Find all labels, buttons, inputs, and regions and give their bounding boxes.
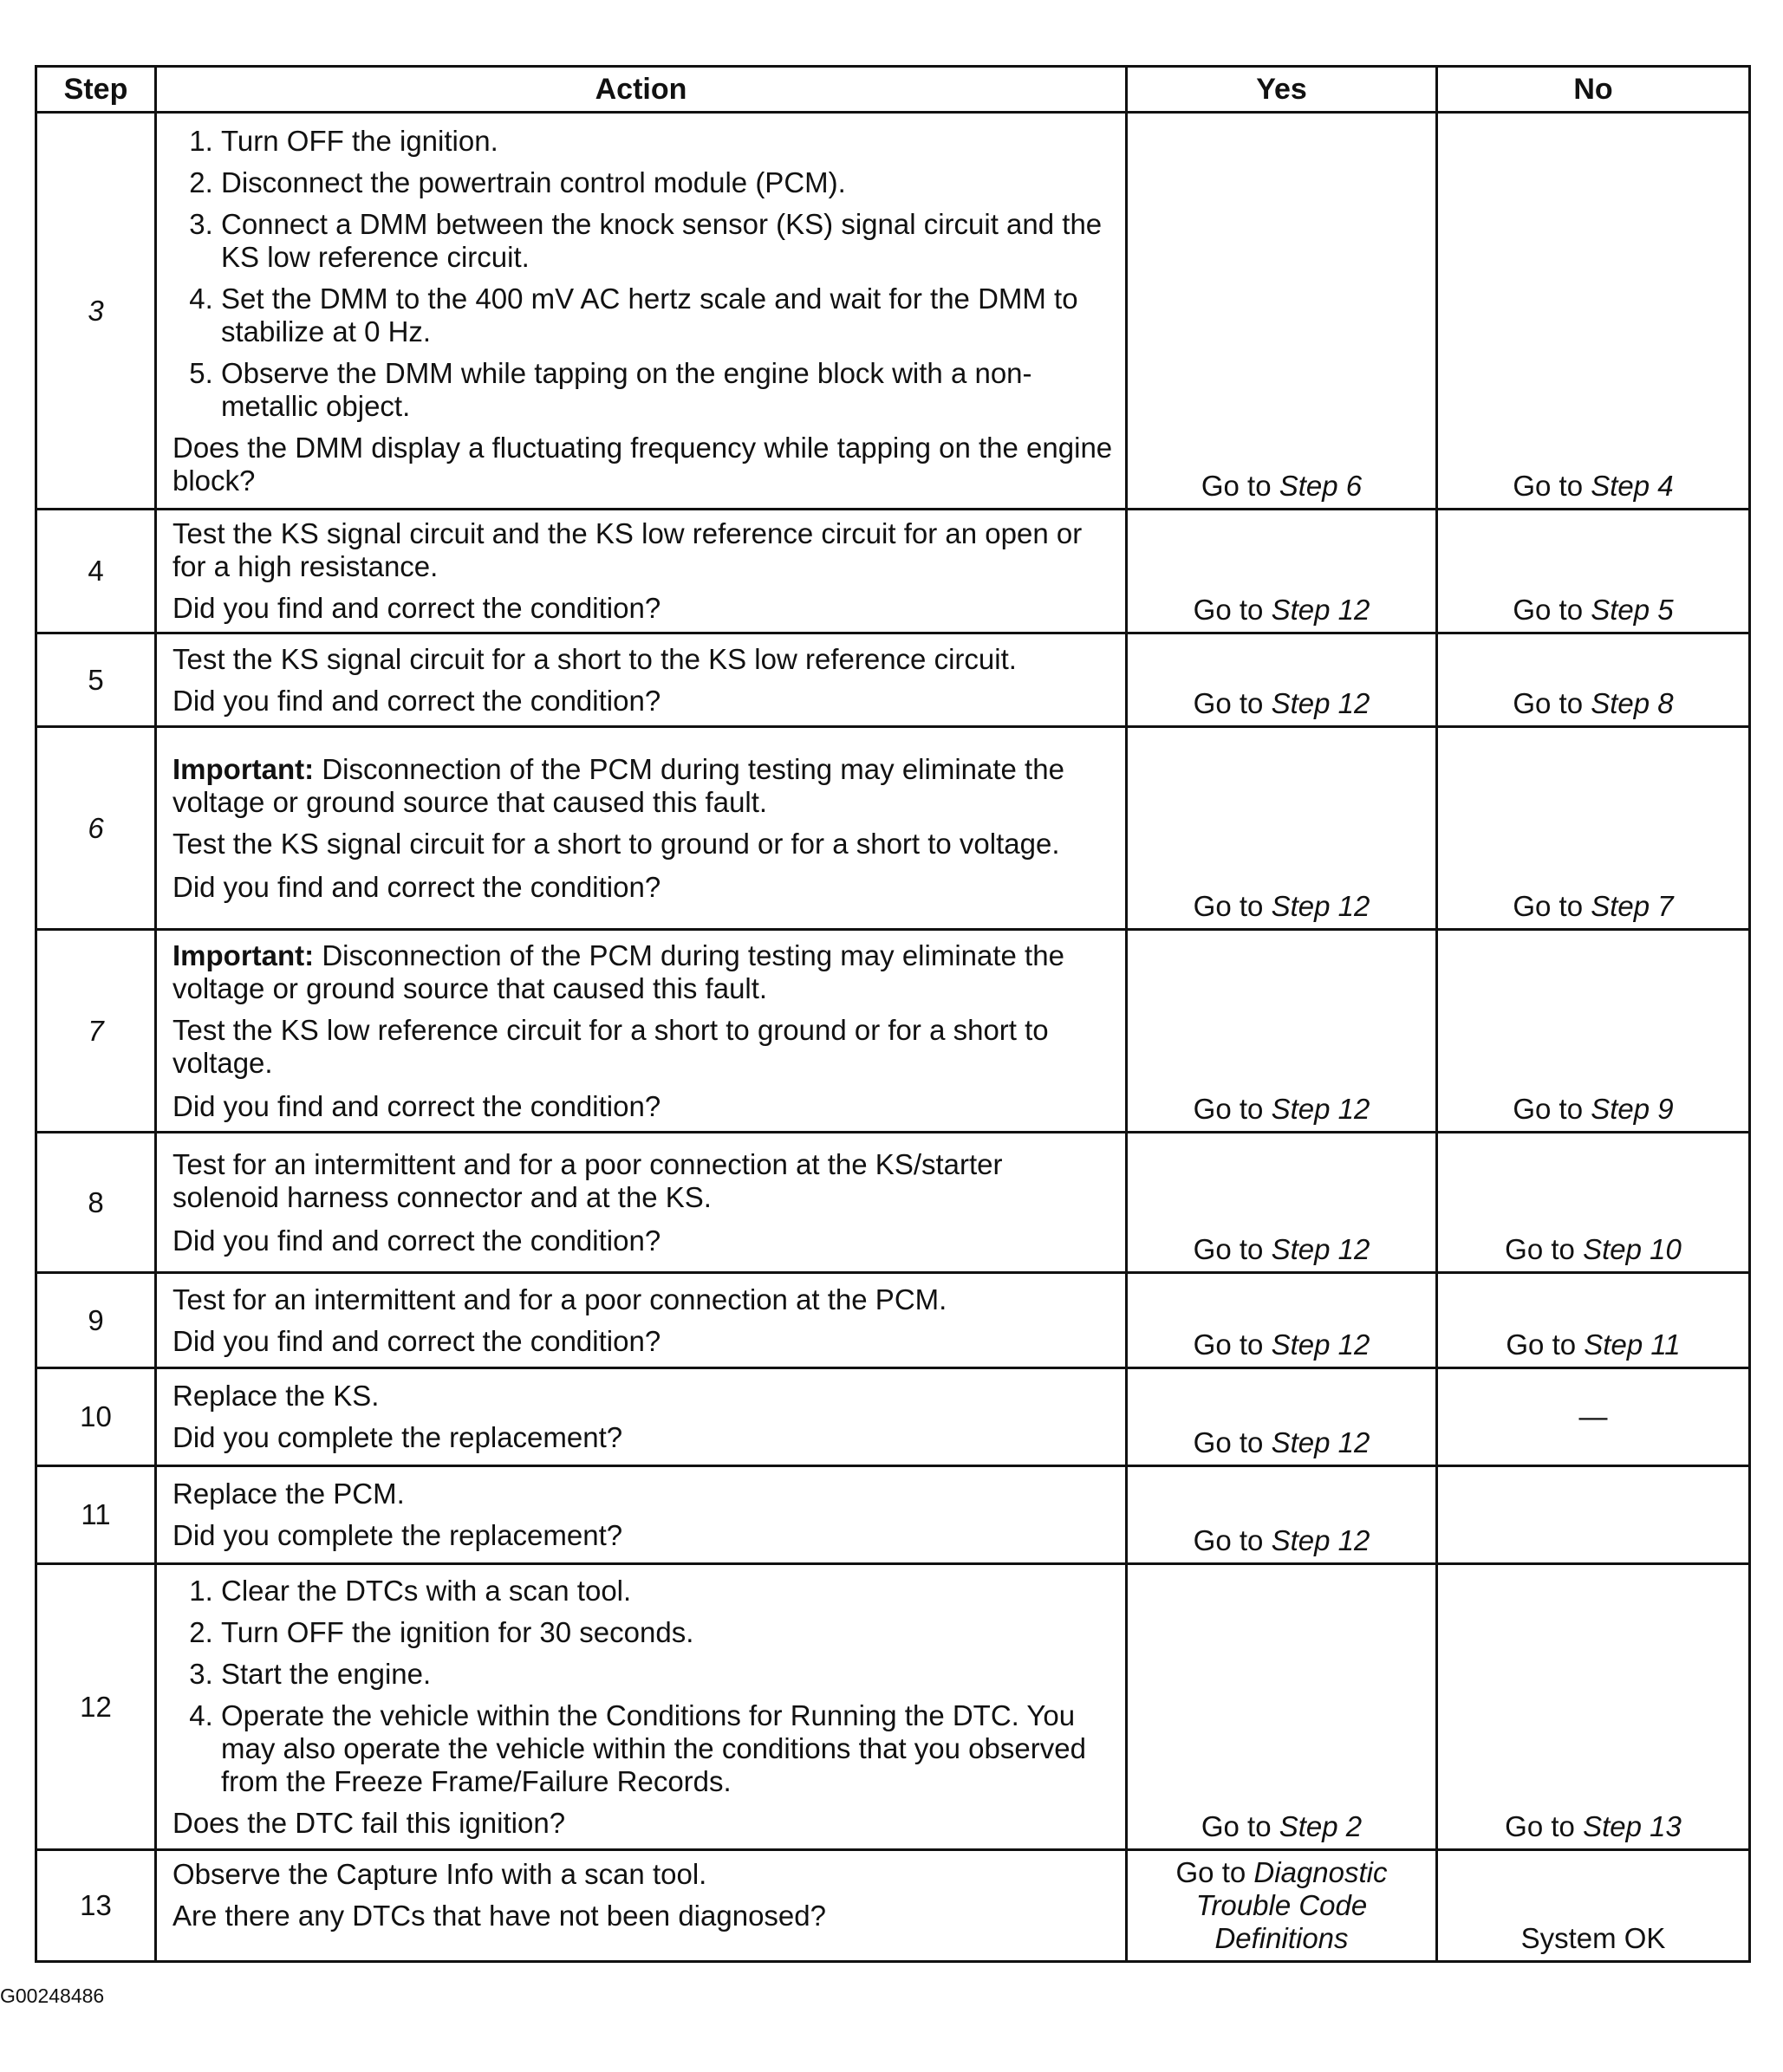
- action-text: Test the KS signal circuit for a short to ground or for a short to voltage.: [172, 827, 1060, 860]
- action-text: Test the KS signal circuit and the KS low reference circuit for an open or for a high resistance.: [172, 517, 1083, 582]
- step-number: 6: [36, 727, 156, 930]
- table-row: [36, 510, 1750, 633]
- step-number: 8: [36, 1133, 156, 1273]
- important-note: [172, 939, 1115, 1005]
- procedure-list: [172, 1575, 1115, 1798]
- action-cell: [156, 1564, 1127, 1850]
- yes-prefix: Go to: [1201, 470, 1272, 502]
- no-prefix: Go to: [1513, 687, 1584, 719]
- no-cell: System OK: [1437, 1850, 1750, 1962]
- action-cell: [156, 1850, 1127, 1962]
- header-action: Action: [156, 67, 1127, 113]
- list-item: 4. Operate the vehicle within the Conditions for Running the DTC. You may also operate the vehicle within the conditions that you observed from the Freeze Frame/Failure Records.: [221, 1699, 1115, 1798]
- no-cell: [1437, 930, 1750, 1133]
- table-row: [36, 1273, 1750, 1368]
- table-row: [36, 1133, 1750, 1273]
- list-item: 4. Set the DMM to the 400 mV AC hertz scale and wait for the DMM to stabilize at 0 Hz.: [221, 283, 1115, 348]
- yes-target: Step 12: [1271, 1093, 1370, 1125]
- action-text: Replace the KS.: [172, 1380, 380, 1412]
- yes-cell: [1127, 727, 1437, 930]
- important-label: Important:: [172, 939, 315, 971]
- yes-prefix: Go to: [1193, 890, 1264, 922]
- yes-target: Step 12: [1271, 890, 1370, 922]
- yes-cell: [1127, 1368, 1437, 1466]
- question-text: Did you complete the replacement?: [172, 1421, 623, 1453]
- header-yes: Yes: [1127, 67, 1437, 113]
- yes-target: Step 12: [1271, 1524, 1370, 1556]
- no-target: Step 7: [1591, 890, 1674, 922]
- no-cell: [1437, 633, 1750, 727]
- yes-target: Step 12: [1271, 1233, 1370, 1265]
- question-text: Did you find and correct the condition?: [172, 592, 661, 624]
- no-target: Step 13: [1583, 1810, 1682, 1842]
- action-text: Replace the PCM.: [172, 1478, 405, 1510]
- step-number: 5: [36, 633, 156, 727]
- action-cell: [156, 727, 1127, 930]
- step-number: 4: [36, 510, 156, 633]
- yes-cell: [1127, 1850, 1437, 1962]
- list-item: 3. Start the engine.: [221, 1658, 1115, 1691]
- yes-target: Step 2: [1279, 1810, 1363, 1842]
- question-text: Are there any DTCs that have not been diagnosed?: [172, 1900, 826, 1932]
- yes-target: Step 6: [1279, 470, 1363, 502]
- action-cell: [156, 1368, 1127, 1466]
- procedure-list: [172, 125, 1115, 423]
- action-cell: [156, 633, 1127, 727]
- yes-target: Step 12: [1271, 1328, 1370, 1361]
- yes-prefix: Go to: [1193, 1328, 1264, 1361]
- no-prefix: Go to: [1506, 1328, 1577, 1361]
- list-item: 1. Turn OFF the ignition.: [221, 125, 1115, 158]
- no-target: Step 11: [1584, 1328, 1681, 1361]
- yes-target: Step 12: [1271, 687, 1370, 719]
- yes-prefix: Go to: [1193, 1524, 1264, 1556]
- yes-cell: [1127, 113, 1437, 510]
- list-item: 3. Connect a DMM between the knock sensor (KS) signal circuit and the KS low reference circuit.: [221, 208, 1115, 274]
- no-prefix: Go to: [1513, 1093, 1584, 1125]
- question-text: Did you find and correct the condition?: [172, 1324, 661, 1357]
- question-text: Did you find and correct the condition?: [172, 870, 661, 903]
- no-target: Step 5: [1591, 594, 1674, 626]
- list-item: 5. Observe the DMM while tapping on the engine block with a non-metallic object.: [221, 357, 1115, 423]
- action-text: Observe the Capture Info with a scan tool.: [172, 1858, 707, 1890]
- table-row: [36, 1850, 1750, 1962]
- no-cell: [1437, 1273, 1750, 1368]
- no-cell: —: [1437, 1368, 1750, 1466]
- yes-prefix: Go to: [1193, 594, 1264, 626]
- action-cell: [156, 1466, 1127, 1564]
- action-cell: [156, 510, 1127, 633]
- no-prefix: Go to: [1513, 594, 1584, 626]
- yes-cell: [1127, 1133, 1437, 1273]
- yes-cell: [1127, 1564, 1437, 1850]
- step-number: 3: [36, 113, 156, 510]
- no-target: Step 4: [1591, 470, 1674, 502]
- step-number: 7: [36, 930, 156, 1133]
- step-number: 11: [36, 1466, 156, 1564]
- yes-prefix: Go to: [1193, 1093, 1264, 1125]
- header-step: Step: [36, 67, 156, 113]
- no-cell: [1437, 113, 1750, 510]
- table-row: [36, 930, 1750, 1133]
- list-item: 2. Disconnect the powertrain control module (PCM).: [221, 166, 1115, 199]
- no-prefix: Go to: [1513, 470, 1584, 502]
- yes-cell: [1127, 633, 1437, 727]
- yes-target: Step 12: [1271, 1426, 1370, 1458]
- action-text: Test the KS low reference circuit for a short to ground or for a short to voltage.: [172, 1013, 1049, 1079]
- question-text: Did you find and correct the condition?: [172, 1089, 661, 1122]
- table-row: [36, 1368, 1750, 1466]
- header-row: [36, 67, 1750, 113]
- yes-target: Step 12: [1271, 594, 1370, 626]
- step-number: 12: [36, 1564, 156, 1850]
- no-cell: [1437, 1564, 1750, 1850]
- header-no: No: [1437, 67, 1750, 113]
- yes-prefix: Go to: [1201, 1810, 1272, 1842]
- table-row: [36, 727, 1750, 930]
- table-row: [36, 633, 1750, 727]
- action-cell: [156, 1133, 1127, 1273]
- question-text: Does the DTC fail this ignition?: [172, 1806, 566, 1839]
- no-cell: [1437, 1133, 1750, 1273]
- yes-prefix: Go to: [1175, 1856, 1246, 1888]
- no-target: Step 9: [1591, 1093, 1674, 1125]
- yes-prefix: Go to: [1193, 1426, 1264, 1458]
- important-text: Disconnection of the PCM during testing may eliminate the voltage or ground source that caused this fault.: [172, 752, 1064, 818]
- yes-target: Diagnostic Trouble Code Definitions: [1195, 1856, 1388, 1954]
- action-text: Test for an intermittent and for a poor connection at the PCM.: [172, 1283, 947, 1315]
- table-row: [36, 1466, 1750, 1564]
- yes-cell: [1127, 1273, 1437, 1368]
- no-target: Step 8: [1591, 687, 1674, 719]
- yes-cell: [1127, 930, 1437, 1133]
- no-prefix: Go to: [1505, 1810, 1575, 1842]
- action-cell: [156, 1273, 1127, 1368]
- no-cell: [1437, 510, 1750, 633]
- diagnostic-table: [35, 65, 1751, 1963]
- action-text: Test the KS signal circuit for a short to the KS low reference circuit.: [172, 642, 1017, 675]
- yes-prefix: Go to: [1193, 687, 1264, 719]
- important-text: Disconnection of the PCM during testing may eliminate the voltage or ground source that caused this fault.: [172, 939, 1064, 1004]
- question-text: Did you find and correct the condition?: [172, 1224, 661, 1257]
- important-note: [172, 753, 1115, 819]
- no-prefix: Go to: [1505, 1233, 1575, 1265]
- list-item: 1. Clear the DTCs with a scan tool.: [221, 1575, 1115, 1608]
- action-cell: [156, 930, 1127, 1133]
- figure-id: G00248486: [0, 1984, 105, 2007]
- question-text: Does the DMM display a fluctuating frequency while tapping on the engine block?: [172, 431, 1113, 497]
- table-row: [36, 113, 1750, 510]
- yes-prefix: Go to: [1193, 1233, 1264, 1265]
- question-text: Did you find and correct the condition?: [172, 684, 661, 717]
- no-target: Step 10: [1583, 1233, 1682, 1265]
- yes-cell: [1127, 510, 1437, 633]
- action-text: Test for an intermittent and for a poor connection at the KS/starter solenoid harness connector and at the KS.: [172, 1147, 1003, 1213]
- no-cell: [1437, 1466, 1750, 1564]
- list-item: 2. Turn OFF the ignition for 30 seconds.: [221, 1616, 1115, 1649]
- question-text: Did you complete the replacement?: [172, 1519, 623, 1551]
- yes-cell: [1127, 1466, 1437, 1564]
- important-label: Important:: [172, 752, 315, 785]
- no-prefix: Go to: [1513, 890, 1584, 922]
- step-number: 13: [36, 1850, 156, 1962]
- step-number: 9: [36, 1273, 156, 1368]
- action-cell: [156, 113, 1127, 510]
- step-number: 10: [36, 1368, 156, 1466]
- table-row: [36, 1564, 1750, 1850]
- no-cell: [1437, 727, 1750, 930]
